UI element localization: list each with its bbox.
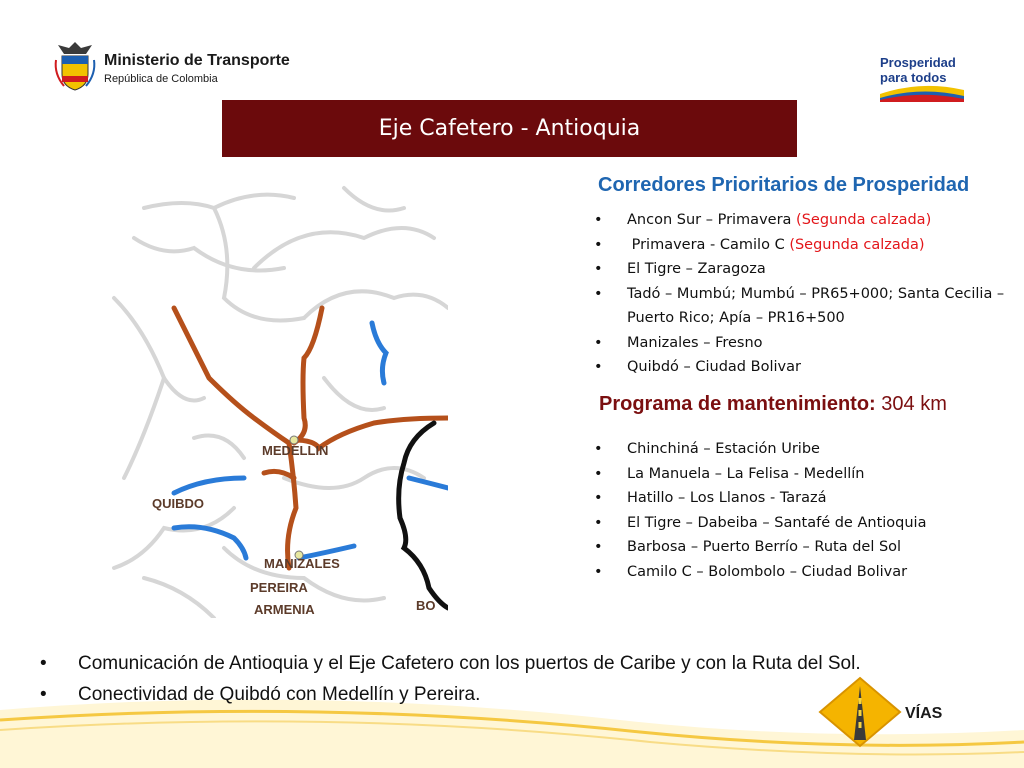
list-item: • Hatillo – Los Llanos - Tarazá <box>594 486 1014 511</box>
programa-heading-label: Programa de mantenimiento: <box>599 393 882 415</box>
list-item: • Chinchiná – Estación Uribe <box>594 437 1014 462</box>
programa-km: 304 km <box>881 393 947 415</box>
footer-item: • Conectividad de Quibdó con Medellín y Pereira. <box>40 679 980 710</box>
corredores-list <box>594 208 1014 380</box>
list-item <box>594 208 1014 233</box>
title-bar <box>222 100 797 157</box>
map-label-armenia: ARMENIA <box>254 602 315 617</box>
list-item-text: Manizales – Fresno <box>627 334 763 351</box>
svg-text:para todos: para todos <box>880 70 947 85</box>
footer-item: • Comunicación de Antioquia y el Eje Cafetero con los puertos de Caribe y con la Ruta del Sol. <box>40 648 980 679</box>
map-label-quibdo: QUIBDO <box>152 496 204 511</box>
list-item <box>594 257 1014 282</box>
list-item: • El Tigre – Dabeiba – Santafé de Antioquia <box>594 511 1014 536</box>
list-item: • La Manuela – La Felisa - Medellín <box>594 462 1014 487</box>
corredores-heading: Corredores Prioritarios de Prosperidad <box>598 174 970 196</box>
list-item <box>594 331 1014 356</box>
map-label-pereira: PEREIRA <box>250 580 308 595</box>
road-map <box>104 178 448 618</box>
list-item <box>594 282 1014 331</box>
list-item <box>594 355 1014 380</box>
vias-logo-text: VÍAS <box>905 705 943 722</box>
list-item-text: Quibdó – Ciudad Bolivar <box>627 359 801 375</box>
map-label-medellin: MEDELLIN <box>262 443 329 458</box>
prosperidad-logo <box>876 50 966 102</box>
list-item-text: Tadó – Mumbú; Mumbú – PR65+000; Santa Cecilia – Puerto Rico; Apía – PR16+500 <box>627 285 1005 326</box>
list-item: • Barbosa – Puerto Berrío – Ruta del Sol <box>594 535 1014 560</box>
list-item: • Camilo C – Bolombolo – Ciudad Bolivar <box>594 560 1014 585</box>
map-label-manizales: MANIZALES <box>264 556 340 571</box>
ministry-subtitle: República de Colombia <box>104 73 218 85</box>
map-label-bo: BO <box>416 598 436 613</box>
vias-logo <box>816 676 966 748</box>
list-item-text: Ancon Sur – Primavera <box>627 212 797 228</box>
list-item-highlight: (Segunda calzada) <box>796 212 932 228</box>
slide-title: Eje Cafetero - Antioquia <box>378 116 641 141</box>
programa-heading <box>599 393 947 416</box>
coat-of-arms-icon <box>52 40 98 96</box>
list-item-text: Primavera - Camilo C <box>627 236 790 253</box>
list-item-text: El Tigre – Zaragoza <box>627 261 766 277</box>
list-item-highlight: (Segunda calzada) <box>789 236 925 253</box>
ministry-logo <box>52 40 322 98</box>
svg-text:Prosperidad: Prosperidad <box>880 55 956 70</box>
list-item <box>594 233 1014 258</box>
programa-list <box>594 437 1014 584</box>
ministry-name: Ministerio de Transporte <box>104 52 290 69</box>
